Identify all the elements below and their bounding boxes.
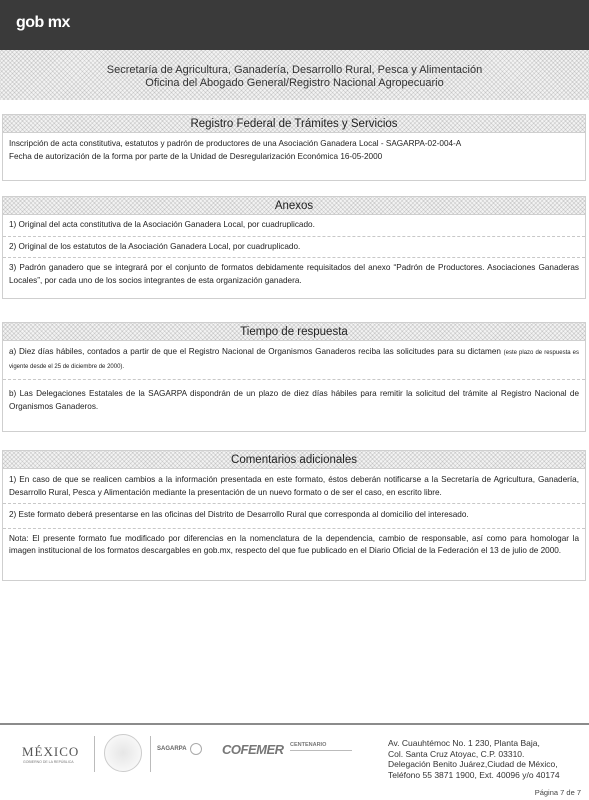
footer-divider: [0, 723, 589, 725]
agency-line-2: Oficina del Abogado General/Registro Nacional Agropecuario: [145, 77, 444, 89]
comentario-item: 2) Este formato deberá presentarse en las oficinas del Distrito de Desarrollo Rural que corresponda al domicilio del interesado.: [3, 503, 585, 528]
comentario-item: 1) En caso de que se realicen cambios a la información presentada en este formato, éstos deberán notificarse a la Secretaría de Agricultura, Ganadería, Desarrollo Rural, Pesca y Alimentación mediante la presentación de un nuevo formato o de ser el caso, en escrito libre.: [9, 475, 579, 497]
address-line: Delegación Benito Juárez,Ciudad de México,: [388, 759, 558, 769]
registro-line-1: Inscripción de acta constitutiva, estatutos y padrón de productores de una Asociación Ganadera Local - SAGARPA-02-004-A: [9, 139, 462, 148]
sagarpa-emblem-icon: [190, 743, 202, 755]
national-seal-icon: [104, 734, 142, 772]
tiempo-item-b: b) Las Delegaciones Estatales de la SAGARPA dispondrán de un plazo de diez días hábiles para remitir la solicitud del trámite al Registro Nacional de Organismos Ganaderos.: [3, 379, 585, 417]
address-line: Teléfono 55 3871 1900, Ext. 40096 y/o 40174: [388, 769, 560, 780]
cofemer-logo: COFEMER: [222, 742, 284, 757]
tiempo-section: [2, 322, 586, 432]
registro-section: [2, 114, 586, 181]
section-title: Tiempo de respuesta: [3, 323, 585, 341]
comentario-nota: Nota: El presente formato fue modificado por diferencias en la nomenclatura de la dependencia, cambio de responsable, así como para homologar la imagen institucional de los formatos descargables en gob.mx, respecto del que fue publicado en el Diario Oficial de la Federación el 13 de julio de 2000.: [3, 528, 585, 562]
anexo-item: 2) Original de los estatutos de la Asociación Ganadera Local, por cuadruplicado.: [3, 236, 585, 258]
comentarios-section: [2, 450, 586, 581]
logo-divider: [94, 736, 95, 772]
centenario-logo: CENTENARIO: [290, 742, 327, 748]
sagarpa-logo: SAGARPA: [157, 746, 187, 752]
top-bar: [0, 0, 589, 50]
section-title: Anexos: [3, 197, 585, 215]
logo-divider: [150, 736, 151, 772]
agency-header: [0, 50, 589, 100]
tiempo-item-a-text: a) Diez días hábiles, contados a partir de que el Registro Nacional de Organismos Ganaderos reciba las solicitudes para su dictamen: [9, 347, 501, 356]
page-number: Página 7 de 7: [534, 788, 581, 797]
centenario-logo-subtitle: [290, 750, 352, 764]
anexo-item: 1) Original del acta constitutiva de la Asociación Ganadera Local, por cuadruplicado.: [9, 220, 315, 229]
mexico-logo: MÉXICO: [22, 744, 80, 759]
section-title: Registro Federal de Trámites y Servicios: [3, 115, 585, 133]
section-title: Comentarios adicionales: [3, 451, 585, 469]
mexico-logo-subtitle: GOBIERNO DE LA REPÚBLICA: [23, 760, 74, 764]
footer-address: [388, 738, 570, 780]
gobmx-logo[interactable]: gob mx: [16, 14, 70, 31]
registro-line-2: Fecha de autorización de la forma por parte de la Unidad de Desregularización Económica 16-05-2000: [9, 151, 383, 161]
anexos-section: [2, 196, 586, 299]
tiempo-item-a: [3, 341, 585, 379]
address-line: Col. Santa Cruz Atoyac, C.P. 03310.: [388, 748, 525, 759]
address-line: Av. Cuauhtémoc No. 1 230, Planta Baja,: [388, 738, 540, 748]
tiempo-item-a-note: (este plazo de respuesta es vigente desde el 25 de diciembre de 2000).: [9, 350, 579, 370]
anexo-item: 3) Padrón ganadero que se integrará por el conjunto de formatos debidamente requisitados del anexo “Padrón de Productores. Asociaciones Ganaderas Locales”, por cada uno de los socios integrantes de esta organización ganadera.: [3, 257, 585, 291]
agency-line-1: Secretaría de Agricultura, Ganadería, Desarrollo Rural, Pesca y Alimentación: [106, 64, 483, 76]
registro-body: [3, 133, 585, 167]
